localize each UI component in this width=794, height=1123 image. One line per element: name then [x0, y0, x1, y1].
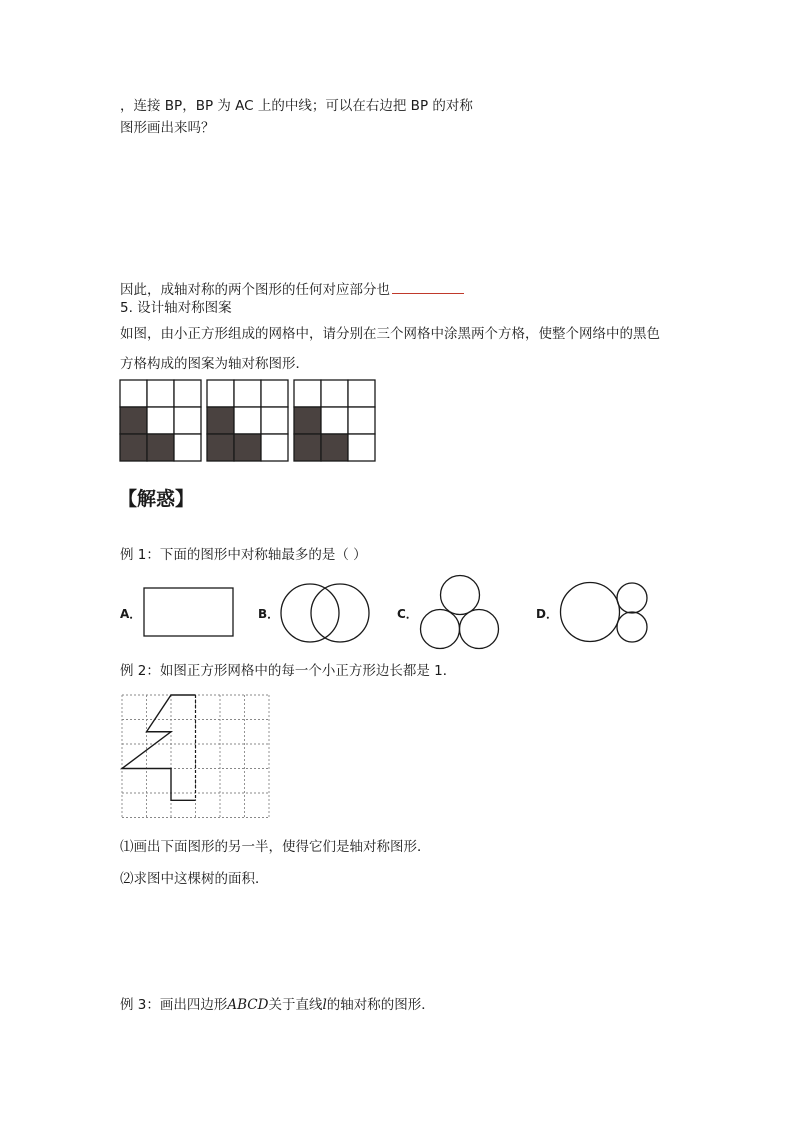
text-line: ，连接 BP，BP 为 AC 上的中线；可以在右边把 BP 的对称 [120, 98, 473, 114]
grid-cell-filled[interactable] [234, 434, 261, 461]
grid-cell-filled[interactable] [294, 434, 321, 461]
conclusion-text: 因此，成轴对称的两个图形的任何对应部分也 [120, 282, 390, 298]
circle-left [281, 584, 339, 642]
two-circles-figure [279, 582, 374, 644]
grid-cell-filled[interactable] [147, 434, 174, 461]
tree-grid-figure[interactable] [120, 693, 272, 821]
example-2-part-2: ⑵求图中这棵树的面积． [120, 871, 269, 887]
example-2-part-1: ⑴画出下面图形的另一半，使得它们是轴对称图形． [120, 839, 431, 855]
grid-cell[interactable] [207, 380, 234, 407]
grid-cell-filled[interactable] [207, 434, 234, 461]
grid-cell[interactable] [261, 434, 288, 461]
option-d-label[interactable]: D． [536, 607, 558, 621]
section-heading: 【解惑】 [118, 488, 195, 510]
design-grids[interactable] [118, 378, 380, 466]
example-1: 例 1：下面的图形中对称轴最多的是（ ） [120, 547, 367, 563]
option-b-label[interactable]: B． [258, 607, 280, 621]
example-3 [120, 996, 435, 1014]
option-c-label[interactable]: C． [397, 607, 418, 621]
grid-cell[interactable] [321, 407, 348, 434]
example-2: 例 2：如图正方形网格中的每一个小正方形边长都是 1． [120, 663, 457, 679]
option-a-label[interactable]: A． [120, 607, 142, 621]
three-circles-figure [418, 573, 502, 651]
circle-small-top [617, 583, 647, 613]
example-3-mid: 关于直线 [268, 997, 323, 1013]
rectangle-figure [142, 586, 236, 638]
grid-cell[interactable] [174, 380, 201, 407]
circle-large [561, 583, 620, 642]
grid-cell[interactable] [120, 380, 147, 407]
grid-cell[interactable] [321, 380, 348, 407]
grid-cell-filled[interactable] [120, 434, 147, 461]
answer-blank[interactable] [392, 279, 464, 294]
grid-cell[interactable] [174, 407, 201, 434]
question-5-text: 如图，由小正方形组成的网格中，请分别在三个网格中涂黑两个方格，使整个网络中的黑色 [120, 326, 660, 342]
circle-bottom-right [460, 610, 499, 649]
grid-cell[interactable] [174, 434, 201, 461]
grid-cell[interactable] [234, 380, 261, 407]
question-5-text: 方格构成的图案为轴对称图形． [120, 356, 309, 372]
grid-cell[interactable] [147, 407, 174, 434]
grid-cell[interactable] [348, 380, 375, 407]
question-5-title: 5. 设计轴对称图案 [120, 300, 232, 316]
circle-small-bottom [617, 612, 647, 642]
grid-cell-filled[interactable] [120, 407, 147, 434]
grid-cell-filled[interactable] [207, 407, 234, 434]
example-3-suffix: 的轴对称的图形． [326, 997, 435, 1013]
grid-cell[interactable] [261, 407, 288, 434]
grid-cell[interactable] [294, 380, 321, 407]
conclusion-line [120, 279, 464, 299]
grid-cell[interactable] [348, 407, 375, 434]
circle-bottom-left [421, 610, 460, 649]
line-name: l [322, 997, 327, 1013]
example-3-prefix: 例 3：画出四边形 [120, 997, 228, 1013]
grid-cell-filled[interactable] [294, 407, 321, 434]
circle-right [311, 584, 369, 642]
text-line: 图形画出来吗？ [120, 120, 215, 136]
half-tree-outline [122, 695, 196, 800]
grid-cell[interactable] [348, 434, 375, 461]
circle-top [441, 576, 480, 615]
circles-figure-d [558, 581, 650, 645]
grid-cell-filled[interactable] [321, 434, 348, 461]
quadrilateral-name: ABCD [227, 997, 269, 1013]
grid-cell[interactable] [261, 380, 288, 407]
rectangle-shape [144, 588, 233, 636]
grid-cell[interactable] [234, 407, 261, 434]
grid-cell[interactable] [147, 380, 174, 407]
